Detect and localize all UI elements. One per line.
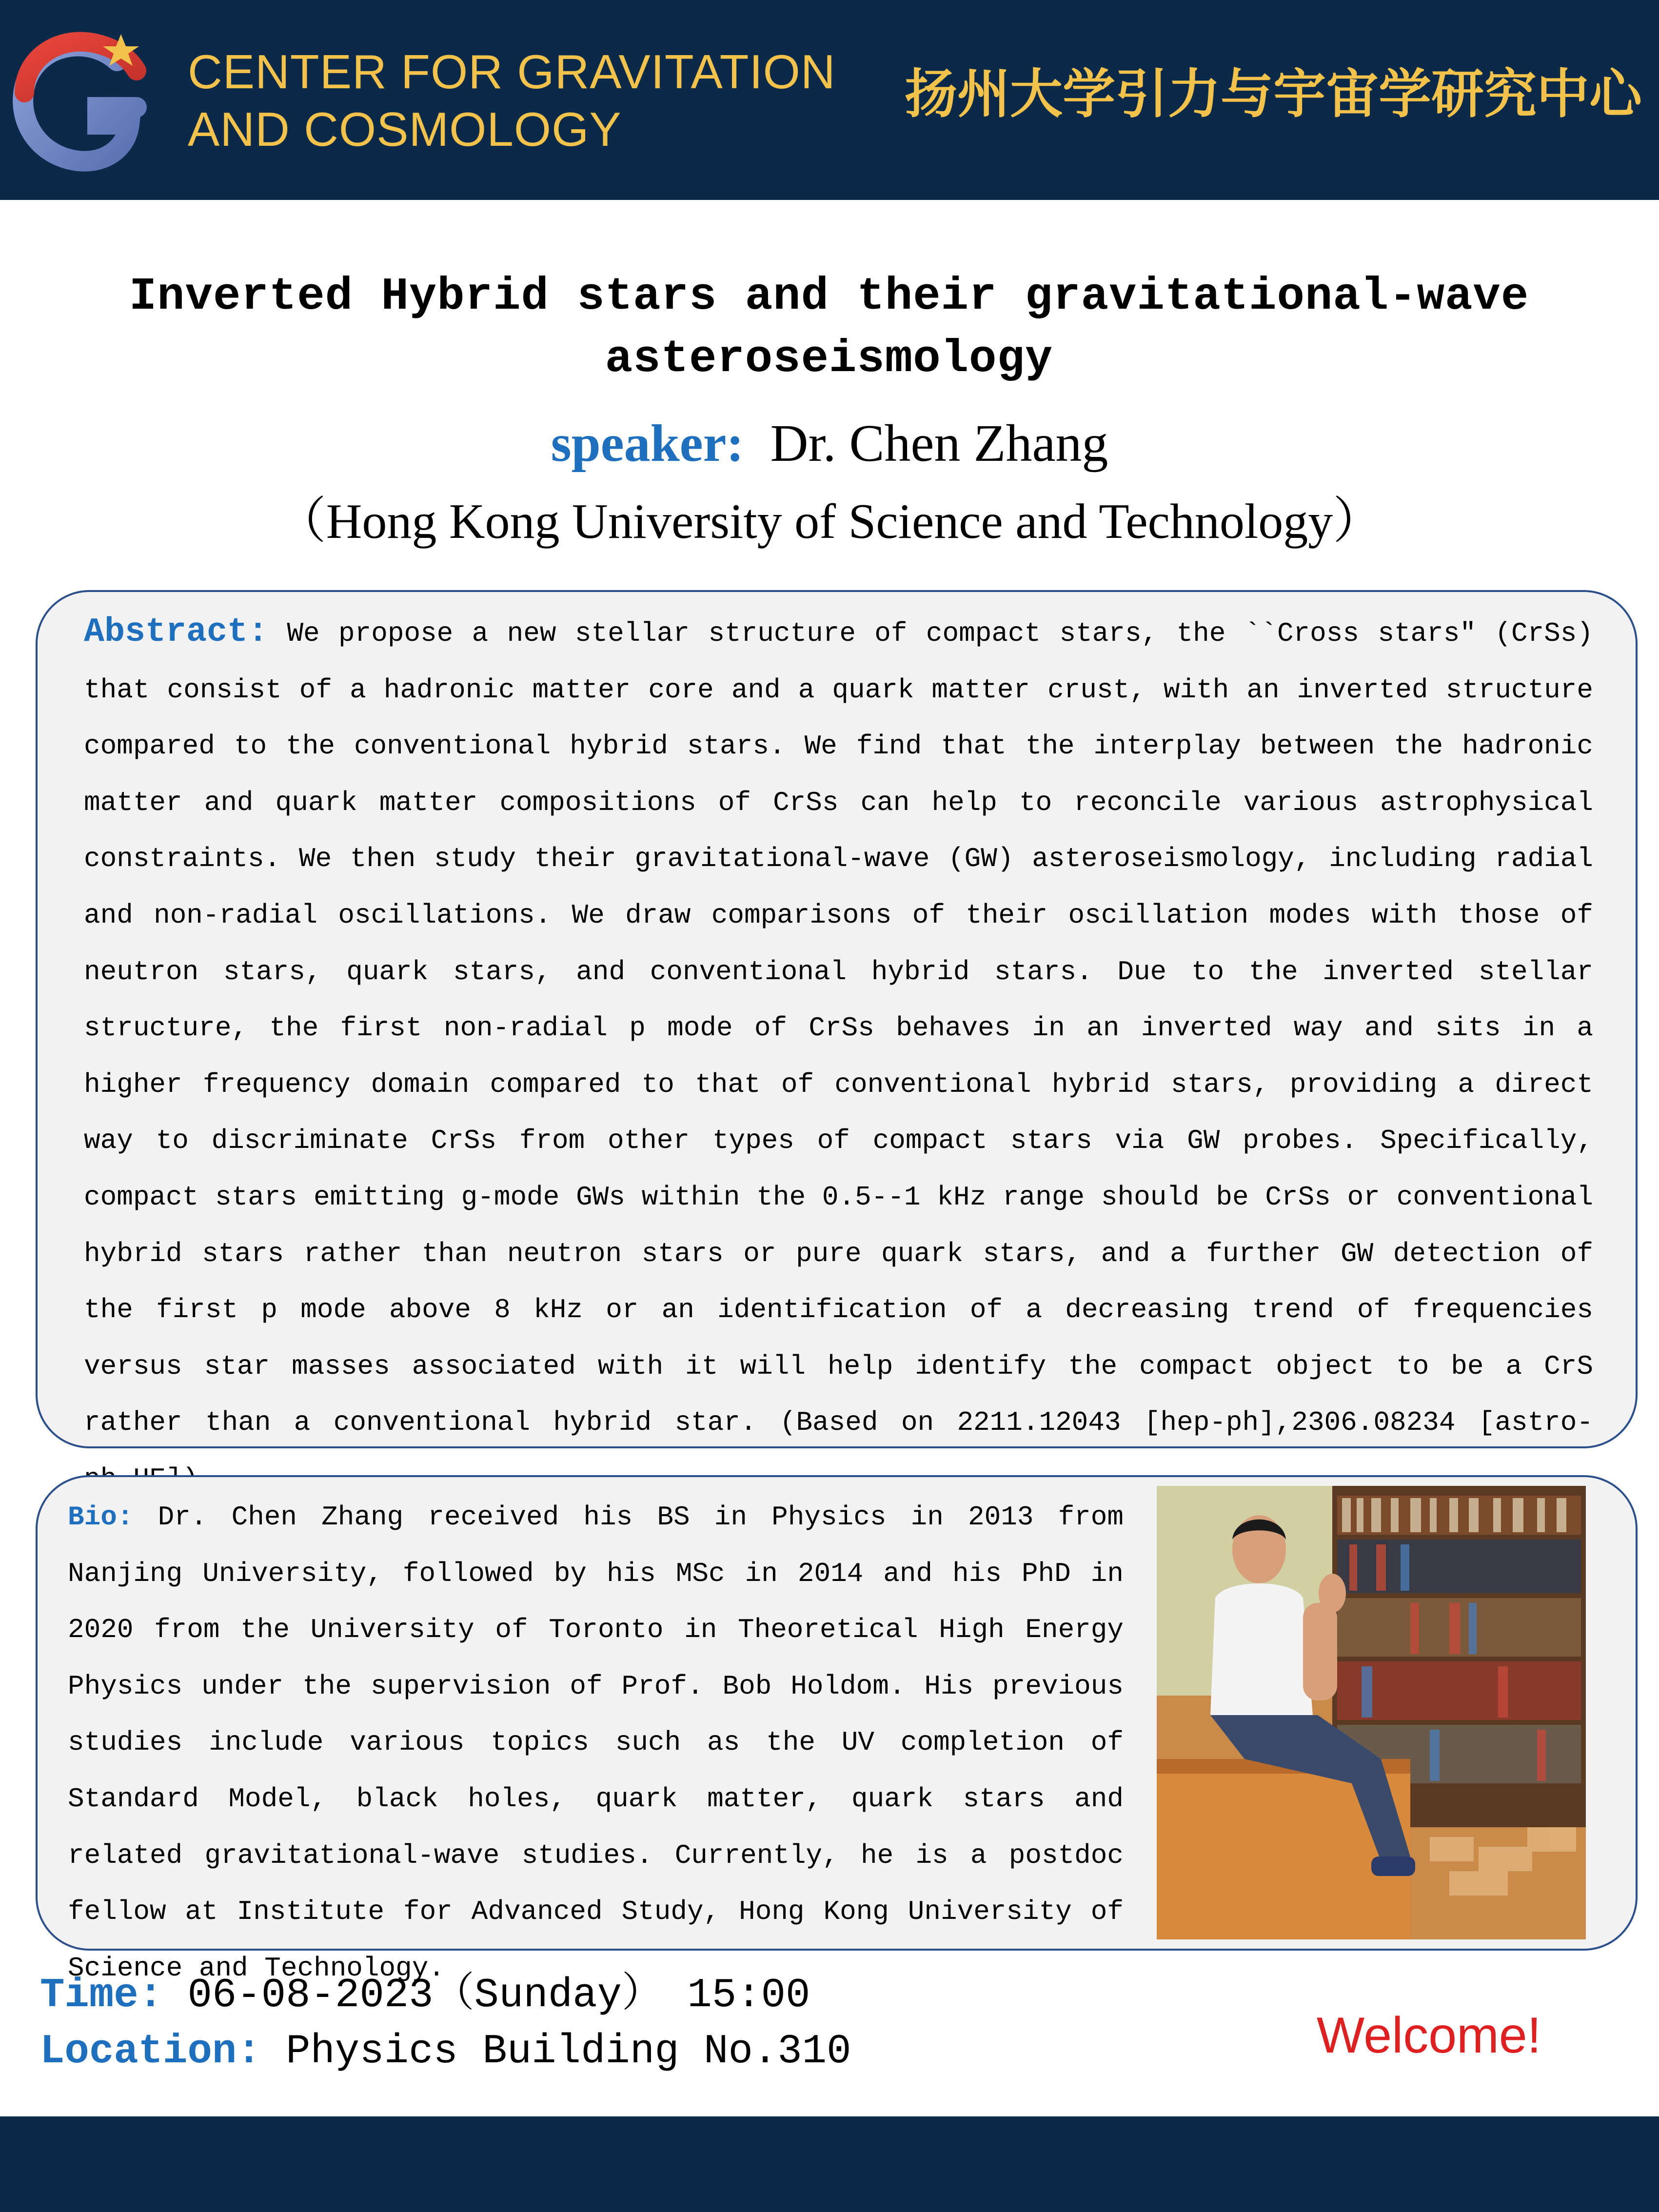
speaker-label: speaker: — [551, 415, 744, 473]
bio-panel — [36, 1475, 1638, 1984]
center-name-line2: AND COSMOLOGY — [188, 102, 622, 156]
bio-body — [68, 1489, 1124, 1996]
center-name-line1: CENTER FOR GRAVITATION — [188, 45, 836, 99]
talk-title-line2: asteroseismology — [605, 334, 1053, 385]
abstract-text: We propose a new stellar structure of compact stars, the ``Cross stars" (CrSs) that consist of a hadronic matter core and a quark matter crust, with an inverted structure compared to the conventional hybrid stars. We find that the interplay between the hadronic matter and quark matter compositions of CrSs can help to reconcile various astrophysical constraints. We then study their gravitational-wave (GW) asteroseismology, including radial and non-radial oscillations. We draw comparisons of their oscillation modes with those of neutron stars, quark stars, and conventional hybrid stars. Due to the inverted stellar structure, the first non-radial p mode of CrSs behaves in an inverted way and sits in a higher frequency domain compared to that of conventional hybrid stars, providing a direct way to discriminate CrSs from other types of compact stars via GW probes. Specifically, compact stars emitting g-mode GWs within the 0.5--1 kHz range should be CrSs or conventional hybrid stars rather than neutron stars or pure quark stars, and a further GW detection of the first p mode above 8 kHz or an identification of a decreasing trend of frequencies versus star masses associated with it will help identify the compact object to be a CrS rather than a conventional hybrid star. (Based on 2211.12043 [hep-ph],2306.08234 [astro- — [84, 618, 1593, 1439]
speaker-affiliation: （Hong Kong University of Science and Technology） — [276, 494, 1383, 549]
location-value: Physics Building No.310 — [286, 2029, 851, 2075]
bio-text: Dr. Chen Zhang received his BS in Physics in 2013 from Nanjing University, followed by his MSc in 2014 and his PhD in 2020 from the University of Toronto in Theoretical High Energy Physics under the supervision of Prof. Bob Holdom. His previous studies include various topics such as the UV completion of Standard Model, black holes, quark matter, quark stars and related gravitational-wave studies. Currently, he is a postdoc fellow at Institute for Advanced Study, Hong Kong University of Science and Technology. — [68, 1501, 1124, 1984]
center-name-chinese: 扬州大学引力与宇宙学研究中心 — [904, 63, 1642, 125]
welcome-text: Welcome! — [1317, 2007, 1541, 2064]
abstract-panel — [36, 590, 1638, 1448]
event-location — [40, 2024, 851, 2080]
abstract-label: Abstract: — [84, 613, 269, 652]
talk-title — [73, 266, 1585, 391]
time-label: Time: — [40, 1973, 163, 2019]
event-time — [40, 1968, 810, 2024]
time-value: 06-08-2023（Sunday） 15:00 — [187, 1973, 810, 2019]
abstract-body — [84, 604, 1593, 1508]
center-name — [188, 43, 870, 158]
location-label: Location: — [40, 2029, 261, 2075]
header-banner — [0, 0, 1659, 200]
talk-title-line1: Inverted Hybrid stars and their gravitational-wave — [129, 271, 1529, 323]
footer-band — [0, 2116, 1659, 2212]
speaker-line — [0, 412, 1659, 475]
bio-label: Bio: — [68, 1501, 134, 1533]
speaker-photo — [1157, 1486, 1586, 1939]
g-swirl-logo-icon — [5, 20, 151, 180]
speaker-name: Dr. Chen Zhang — [770, 415, 1108, 473]
